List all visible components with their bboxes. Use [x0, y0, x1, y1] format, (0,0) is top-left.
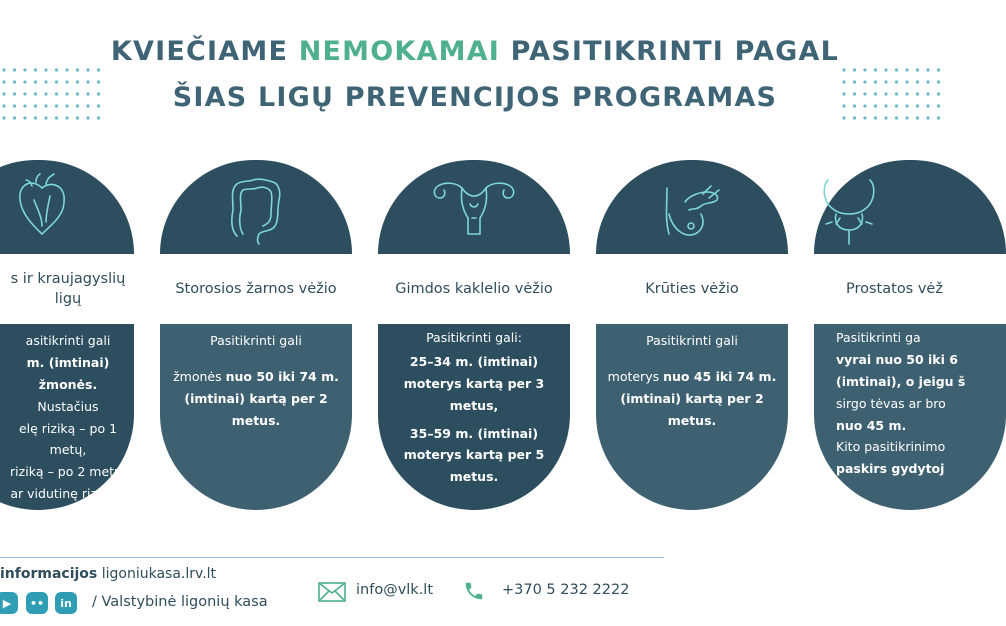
card-line: m. (imtinai) žmonės. — [26, 354, 110, 392]
card-criteria — [166, 366, 346, 432]
program-card-cardiovascular — [0, 160, 134, 523]
card-criteria-1: 25–34 m. (imtinai) moterys kartą per 3 metus, — [403, 353, 545, 413]
card-title: s ir kraujagyslių ligų — [10, 270, 126, 307]
phone-number[interactable]: +370 5 232 2222 — [502, 582, 630, 598]
breast-icon — [659, 174, 725, 246]
linkedin-icon[interactable]: in — [55, 592, 77, 614]
card-body — [378, 324, 570, 510]
card-line: Pasitikrinti ga — [836, 330, 921, 345]
card-line: ar vidutinę riziką – — [10, 486, 126, 502]
card-top — [378, 160, 570, 254]
card-title: Krūties vėžio — [645, 280, 739, 297]
card-line: po 4 metų. — [29, 508, 107, 523]
card-line: nuo 45 m. — [836, 417, 907, 433]
card-title: Prostatos vėž — [846, 280, 943, 297]
criteria-bold: nuo 50 iki 74 m. (imtinai) kartą per 2 metus. — [184, 368, 339, 428]
program-card-cervical — [378, 160, 570, 510]
card-criteria — [602, 366, 782, 432]
title-text: KVIEČIAME — [110, 36, 299, 67]
youtube-icon[interactable]: ▶ — [0, 592, 18, 614]
card-line: asitikrinti gali — [25, 333, 111, 348]
card-body — [596, 324, 788, 510]
card-body — [0, 324, 134, 523]
card-criteria-2: 35–59 m. (imtinai) moterys kartą per 5 metus. — [403, 425, 545, 485]
footer-organization: / Valstybinė ligonių kasa — [92, 594, 268, 610]
card-line: Nustačius — [37, 398, 99, 414]
program-card-breast — [596, 160, 788, 510]
card-intro: Pasitikrinti gali — [646, 333, 738, 348]
card-intro: Pasitikrinti gali — [210, 333, 302, 348]
program-card-prostate — [814, 160, 1006, 510]
prostate-icon — [814, 174, 884, 248]
card-line: Kito pasitikrinimo — [836, 439, 946, 455]
criteria-bold: nuo 45 iki 74 m. (imtinai) kartą per 2 metus. — [620, 368, 777, 428]
colon-icon — [223, 170, 289, 246]
card-title: Gimdos kaklelio vėžio — [395, 280, 553, 297]
card-line: elę riziką – po 1 metų, — [18, 420, 118, 458]
criteria-text: moterys — [607, 368, 664, 384]
flickr-icon[interactable]: •• — [26, 592, 48, 614]
phone-icon — [463, 580, 485, 602]
email-link[interactable]: info@vlk.lt — [356, 582, 434, 598]
program-card-colorectal — [160, 160, 352, 510]
envelope-icon — [318, 582, 346, 602]
uterus-icon — [426, 178, 522, 244]
title-text: PASITIKRINTI PAGAL — [500, 36, 840, 67]
card-line: riziką – po 2 metų, — [10, 464, 126, 480]
footer-divider — [0, 557, 664, 558]
footer-info — [0, 566, 216, 582]
title-highlight: NEMOKAMAI — [298, 36, 500, 67]
card-body — [814, 324, 1006, 510]
card-title: Storosios žarnos vėžio — [175, 280, 337, 297]
card-top — [0, 160, 134, 254]
card-line: sirgo tėvas ar bro — [836, 395, 946, 411]
card-line: (imtinai), o jeigu š — [836, 373, 966, 389]
page-title-line-2: ŠIAS LIGŲ PREVENCIJOS PROGRAMAS — [172, 82, 778, 113]
criteria-text: žmonės — [173, 368, 226, 384]
info-link[interactable]: ligoniukasa.lrv.lt — [97, 566, 217, 582]
card-line: paskirs gydytoj — [836, 461, 945, 477]
card-top — [160, 160, 352, 254]
heart-icon — [12, 170, 72, 240]
card-line: vyrai nuo 50 iki 6 — [836, 351, 958, 367]
card-top — [814, 160, 1006, 254]
dot-grid-left — [0, 66, 110, 124]
info-label: informacijos — [0, 566, 98, 582]
card-top — [596, 160, 788, 254]
page-title-line-1 — [0, 36, 950, 67]
card-body — [160, 324, 352, 510]
dot-grid-right — [840, 66, 950, 124]
card-intro: Pasitikrinti gali: — [426, 330, 522, 345]
